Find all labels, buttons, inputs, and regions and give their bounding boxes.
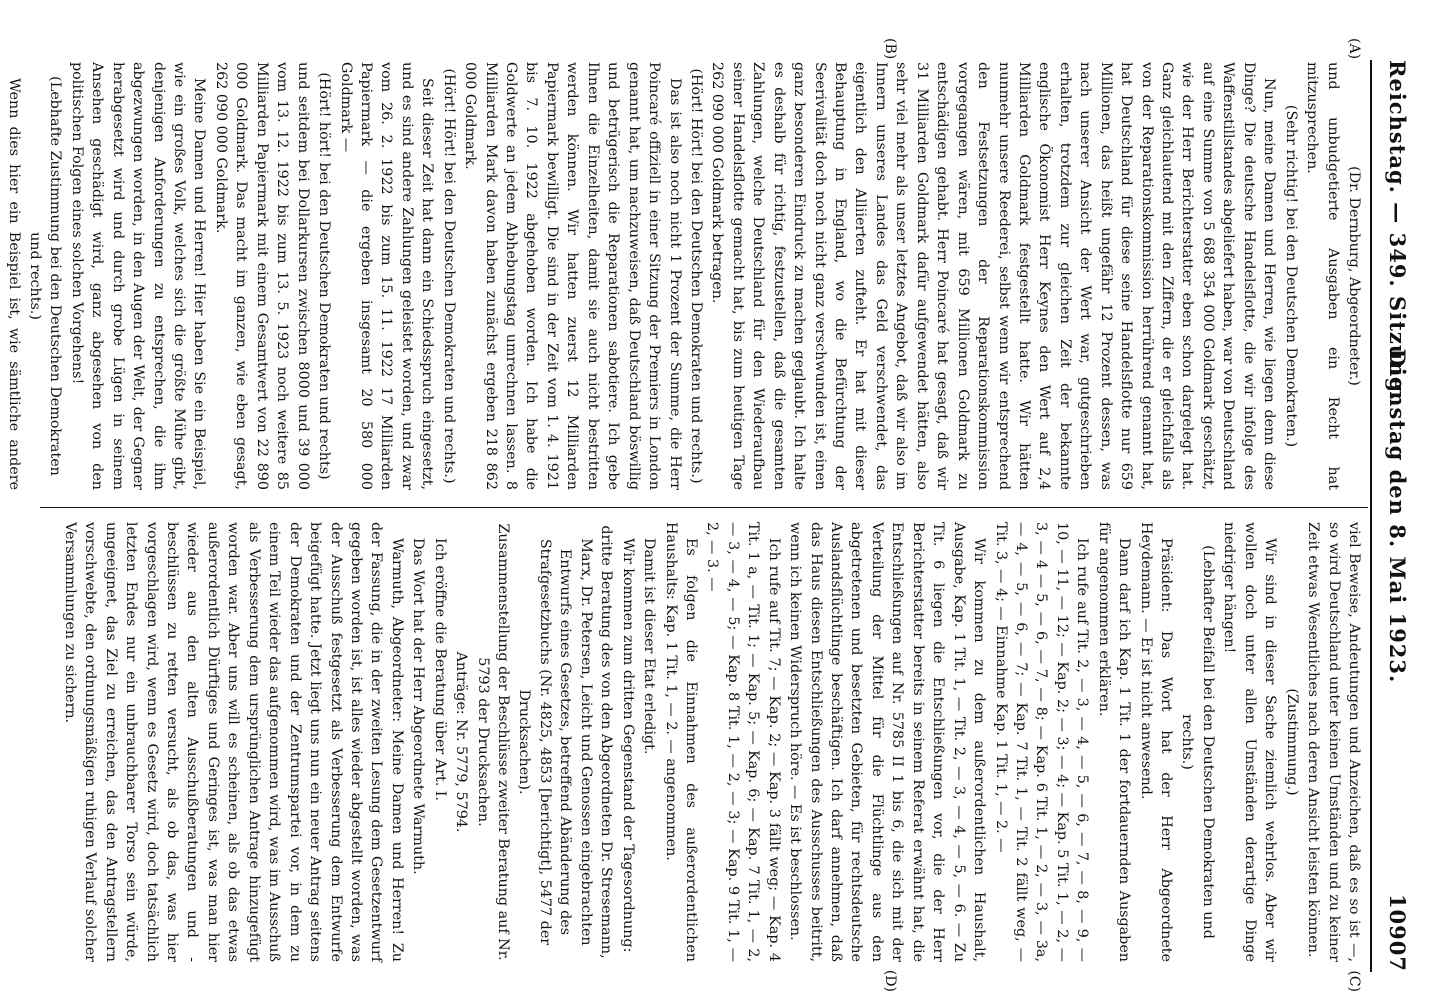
- text-paragraph: Ich eröffne die Beratung über Art. I.: [431, 538, 448, 801]
- remark-paragraph: (Dr. Dernburg, Abgeordneter.): [1346, 166, 1362, 386]
- text-paragraph: Das Wort hat der Herr Abgeordnete Warmuth.: [410, 538, 427, 875]
- text-paragraph: Wenn dies hier ein Beispiel ist, wie sämtliche andere: [5, 78, 22, 490]
- text-paragraph: und unbudgetierte Ausgaben ein Recht hat mitzusprechen.: [1304, 62, 1341, 490]
- page-header-date: Dienstag den 8. Mai 1923.: [1385, 348, 1410, 684]
- text-paragraph: Dann darf ich Kap. 1 Tit. 1 der fortdauernden Ausgaben für angenommen erklären.: [1095, 522, 1133, 962]
- text-paragraph: Ich rufe auf Tit. 7; — Kap. 2; — Kap. 3 fällt weg; — Kap. 4 Tit. 1 a, — Tit. 1; — Kap. 5; — Kap. 6; — Kap. 7 Tit. 1, — 2, — 3, — 4, — 5; — Kap. 8 Tit. 1, — 2, — 3; — Kap. 9 Tit. 1, — 2, — 3. —: [704, 522, 782, 962]
- remark-paragraph: (Hört! Hört! bei den Deutschen Demokraten und rechts.): [440, 68, 457, 484]
- text-paragraph: Das ist also noch nicht 1 Prozent der Summe, die Herr Poincaré offiziell in einer Sitzung der Premiers in London genannt hat, um nachzuweisen, daß Deutschland böswillig und betrügerisch die Reparationen sabotiere. Ich gebe Ihnen die Einzelheiten, damit sie auch nicht bestritten werden können. Wir hatten zuerst 12 Milliarden Papiermark bewilligt. Die sind in der Zeit vom 1. 4. 1921 bis 7. 10. 1922 abgehoben worden. Ich habe die Goldwerte an jedem Abhebungstag umrechnen lassen. 8 Milliarden Mark davon haben zunächst ergeben 218 862 000 Goldmark.: [462, 62, 683, 490]
- left-text-column: [5, 62, 1364, 490]
- remark-paragraph: (Sehr richtig! bei den Deutschen Demokraten.): [1282, 104, 1299, 448]
- text-paragraph: Wir sind in dieser Sache ziemlich wehrlos. Aber wir wollen doch unter allen Umständen derartige Dinge niedriger hängen!: [1221, 522, 1279, 962]
- text-paragraph: Ich rufe auf Tit. 2, — 3, — 4, — 5, — 6, — 7, — 8, — 9, — 10, — 11, — 12; — Kap. 2; — 3; — 4; — Kap. 5 Tit. 1, — 2, — 3, — 4 — 5, — 6, — 7, — 8; — Kap. 6 Tit. 1, — 2, — 3, — 3a, — 4, — 5, — 6, — 7; — Kap. 7 Tit. 1, — Tit. 2 fällt weg, — Tit. 3, — 4; — Einnahme Kap. 1 Tit. 1, — 2. —: [992, 522, 1091, 962]
- margin-mark-d: (D): [882, 969, 898, 992]
- column-divider: [40, 507, 1368, 508]
- text-paragraph: Warmuth, Abgeordneter: Meine Damen und Herren! Zu der Fassung, die in der zweiten Lesung dem Gesetzentwurf gegeben worden ist, ist alles wieder abgestellt worden, was der Ausschuß festgesetzt als Verbesserung dem Entwurfe beigefügt hatte. Jetzt liegt uns nun ein neuer Antrag seitens der Demokraten und der Zentrumspartei vor, in dem zu einem Teil wieder das aufgenommen wird, was im Ausschuß als Verbesserung dem ursprünglichen Antrage hinzugefügt worden war. Aber uns will es scheinen, als ob das etwas außerordentlich Dürftiges und Geringes ist, was man hier wieder aus den alten Ausschußberatungen und -beschlüssen zu retten versucht, als ob das, was hier vorgeschlagen wird, wenn es Gesetz wird, doch tatsächlich letzten Endes nur ein unbrauchbarer Torso sein würde, ungeeignet, das Ziel zu erreichen, das den Antragstellern vorschwebte, den ordnungsmäßigen ruhigen Verlauf solcher Versammlungen zu sichern.: [61, 522, 405, 962]
- page-header-title: Reichstag. — 349. Sitzung.: [1385, 60, 1410, 402]
- remark-paragraph: (Lebhafte Zustimmung bei den Deutschen Demokraten und rechts.): [27, 76, 64, 476]
- right-text-column: [46, 522, 1364, 962]
- text-paragraph: Seit dieser Zeit hat dann ein Schiedsspruch eingesetzt, und es sind andere Zahlungen geleistet worden, und zwar vom 26. 2. 1922 bis zum 15. 11. 1922 17 Milliarden Papiermark — die ergeben insgesamt 20 580 000 Goldmark —: [337, 62, 436, 490]
- text-paragraph: Meine Damen und Herren! Hier haben Sie ein Beispiel, wie ein großes Volk, welches sich die größte Mühe gibt, denjenigen Anforderungen zu entsprechen, die ihm abgezwungen worden, in den Augen der Welt, der Gegner herabgesetzt wird und durch grobe Lügen in seinem Ansehen geschädigt wird, ganz abgesehen von den politischen Folgen eines solchen Vorgehens!: [68, 62, 208, 490]
- text-paragraph: und seitdem bei Dollarkursen zwischen 8000 und 39 000 vom 13. 12. 1922 bis zum 13. 5. 1923 noch weitere 85 Milliarden Papiermark mit einem Gesamtwert von 22 890 000 Goldmark. Das macht im ganzen, wie eben gesagt, 262 090 000 Goldmark.: [212, 62, 311, 490]
- remark-paragraph: (Zustimmung.): [1283, 688, 1300, 796]
- page-header: [1380, 60, 1420, 972]
- page-number: 10907: [1385, 893, 1410, 972]
- remark-paragraph: dritte Beratung des von den Abgeordneten Dr. Stresemann, Marx, Dr. Petersen, Leicht und Genossen eingebrachten Entwurfs eines Gesetzes, betreffend Abänderung des Strafgesetzbuchs (Nr. 4825, 4853 [berichtigt], 5477 der Drucksachen).: [516, 525, 615, 959]
- margin-mark-b: (B): [882, 38, 898, 60]
- text-paragraph: Nun, meine Damen und Herren, wie liegen denn diese Dinge? Die deutsche Handelsflotte, die wir infolge des Waffenstillstandes abgeliefert haben, war von Deutschland auf eine Summe von 5 688 354 000 Goldmark geschätzt, wie der Herr Berichterstatter eben schon dargelegt hat. Ganz gleichlautend mit den Ziffern, die er gleichfalls als von der Reparationskommission herrührend genannt hat, hat Deutschland für diese seine Handelsflotte nur 659 Millionen, das heißt ungefähr 12 Prozent dessen, was nach unserer Ansicht der Wert war, gutgeschrieben erhalten, trotzdem zur gleichen Zeit der bekannte englische Ökonomist Herr Keynes den Wert auf 2,4 Milliarden Goldmark festgestellt hatte. Wir hätten nunmehr unsere Reederei, selbst wenn wir entsprechend den Festsetzungen der Reparationskommission vorgegangen wären, mit 659 Millionen Goldmark zu entschädigen gehabt. Herr Poincaré hat gesagt, daß wir 31 Milliarden Goldmark dafür aufgewendet hätten, also sehr viel mehr als unser letztes Angebot, daß wir also im Innern unseres Landes das Geld verschwendet, das eigentlich den Alliierten zufteht. Er hat mit dieser Behauptung in England, wo die Befürchtung der Seerivalität doch noch nicht ganz verschwunden ist, einen ganz besonderen Eindruck zu machen geglaubt. Ich halte es deshalb für richtig, festzustellen, daß die gesamten Zahlungen, welche Deutschland für den Wiederaufbau seiner Handelsflotte gemacht hat, bis zum heutigen Tage 262 090 000 Goldmark betragen.: [709, 62, 1278, 490]
- text-paragraph: Es folgen die Einnahmen des außerordentlichen Haushalts: Kap. 1 Tit. 1, — 2. — angenommen.: [662, 522, 699, 962]
- text-paragraph: Wir kommen zum dritten Gegenstand der Tagesordnung:: [619, 538, 636, 953]
- text-paragraph: Präsident: Das Wort hat der Herr Abgeordnete Heydemann. — Er ist nicht anwesend.: [1137, 522, 1175, 962]
- margin-mark-c: (C): [1346, 970, 1362, 992]
- header-rule: [1370, 60, 1372, 972]
- remark-paragraph: (Hört! hört! bei den Deutschen Demokraten und rechts): [316, 72, 333, 480]
- text-paragraph: Damit ist dieser Etat erledigt.: [641, 538, 658, 755]
- margin-mark-a: (A): [1346, 38, 1362, 60]
- remark-paragraph: Zusammenstellung der Beschlüsse zweiter Beratung auf Nr. 5793 der Drucksachen.: [474, 523, 512, 961]
- remark-paragraph: (Lebhafter Beifall bei den Deutschen Demokraten und rechts.): [1179, 545, 1216, 939]
- remark-paragraph: (Hört! Hört! bei den Deutschen Demokraten und rechts.): [688, 68, 704, 484]
- remark-paragraph: Anträge: Nr. 5779, 5794.: [453, 651, 470, 833]
- text-paragraph: Wir kommen zu dem außerordentlichen Haushalt, Ausgabe, Kap. 1 Tit. 1, — Tit. 2, — 3, — 4, — 5, — 6. — Zu Tit. 6 liegen die Entschließungen vor, die der Herr Berichterstatter bereits in seinem Referat erwähnt hat, die Entschließungen auf Nr. 5785 II 1 bis 6, die sich mit der Verteilung der Mittel für die Flüchtlinge aus den abgetretenen und besetzten Gebieten, für rechtsdeutsche Auslandsflüchtlinge beschäftigen. Ich darf annehmen, daß das Haus diesen Entschließungen des Ausschusses beitritt, wenn ich keinen Widerspruch höre. — Es ist beschlossen.: [787, 522, 988, 962]
- text-paragraph: viel Beweise, Andeutungen und Anzeichen, daß es so ist —, so wird Deutschland unter keinen Umständen und zu keiner Zeit etwas Wesentliches nach deren Ansicht leisten können.: [1305, 522, 1362, 962]
